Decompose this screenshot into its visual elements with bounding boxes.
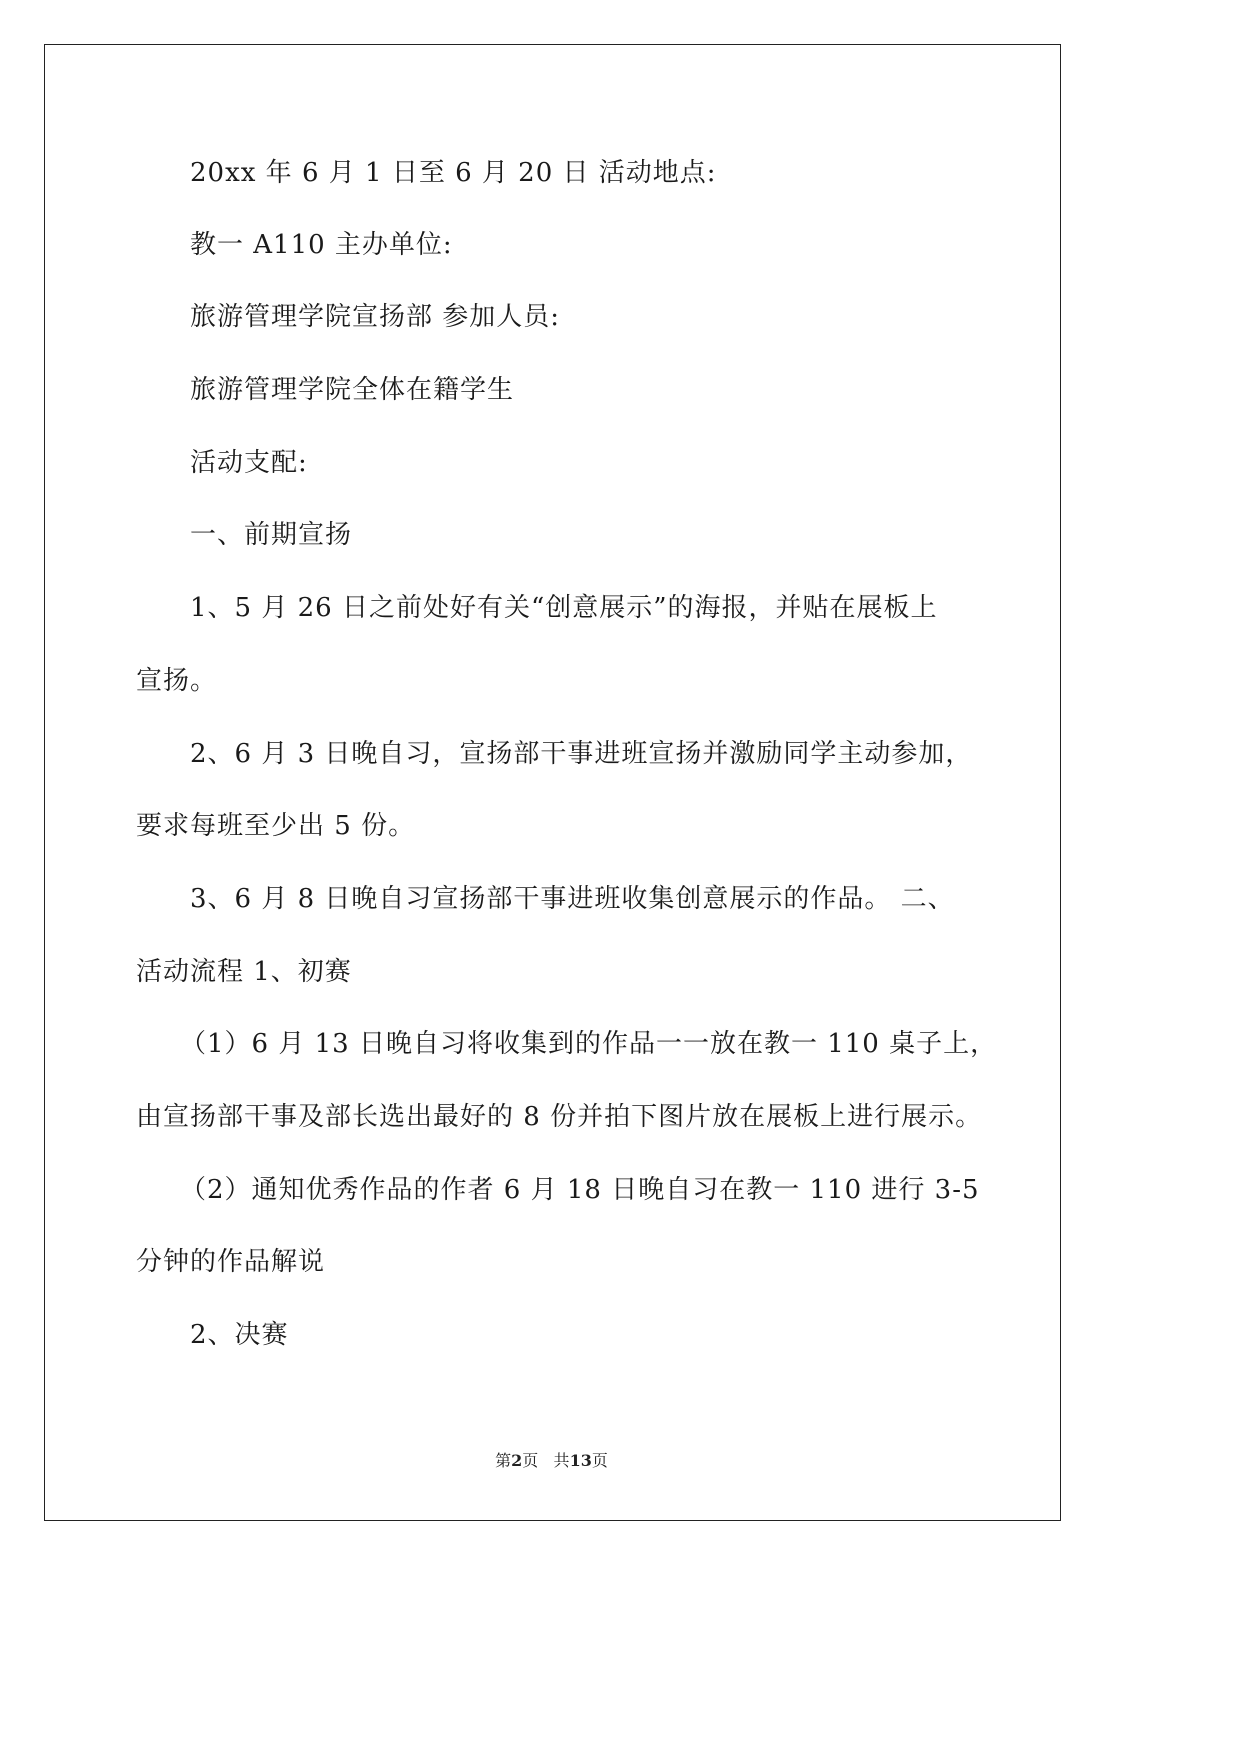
page-footer (0, 1451, 1103, 1471)
text-line-prelim-2-cont: 分钟的作品解说 (136, 1247, 326, 1277)
footer-prefix: 第 (495, 1451, 512, 1470)
text-line-process-heading: 活动流程 1、初赛 (136, 957, 352, 987)
text-line-date: 20xx 年 6 月 1 日至 6 月 20 日 活动地点: (190, 158, 717, 188)
footer-middle: 页 共 (522, 1451, 570, 1470)
footer-total-pages: 13 (569, 1451, 592, 1470)
text-line-organizer: 旅游管理学院宣扬部 参加人员: (190, 302, 561, 332)
text-line-arrangement-heading: 活动支配: (190, 448, 308, 478)
text-line-participants: 旅游管理学院全体在籍学生 (190, 375, 515, 405)
text-line-item-1-cont: 宣扬。 (136, 666, 218, 696)
text-line-item-3: 3、6 月 8 日晚自习宣扬部干事进班收集创意展示的作品。 二、 (190, 884, 955, 914)
footer-page-number: 2 (511, 1451, 523, 1470)
text-line-item-1: 1、5 月 26 日之前处好有关“创意展示”的海报，并贴在展板上 (190, 593, 938, 623)
text-line-section-one-heading: 一、前期宣扬 (190, 520, 353, 550)
text-line-prelim-2: （2）通知优秀作品的作者 6 月 18 日晚自习在教一 110 进行 3-5 (180, 1175, 980, 1205)
text-line-prelim-1-cont: 由宣扬部干事及部长选出最好的 8 份并拍下图片放在展板上进行展示。 (136, 1102, 983, 1132)
text-line-prelim-1: （1）6 月 13 日晚自习将收集到的作品一一放在教一 110 桌子上， (180, 1029, 998, 1059)
page-border (44, 44, 1061, 1521)
text-line-venue: 教一 A110 主办单位: (190, 230, 453, 260)
text-line-final-heading: 2、决赛 (190, 1320, 289, 1350)
text-line-item-2-cont: 要求每班至少出 5 份。 (136, 811, 416, 841)
text-line-item-2: 2、6 月 3 日晚自习，宣扬部干事进班宣扬并激励同学主动参加， (190, 739, 973, 769)
footer-suffix: 页 (591, 1451, 608, 1470)
